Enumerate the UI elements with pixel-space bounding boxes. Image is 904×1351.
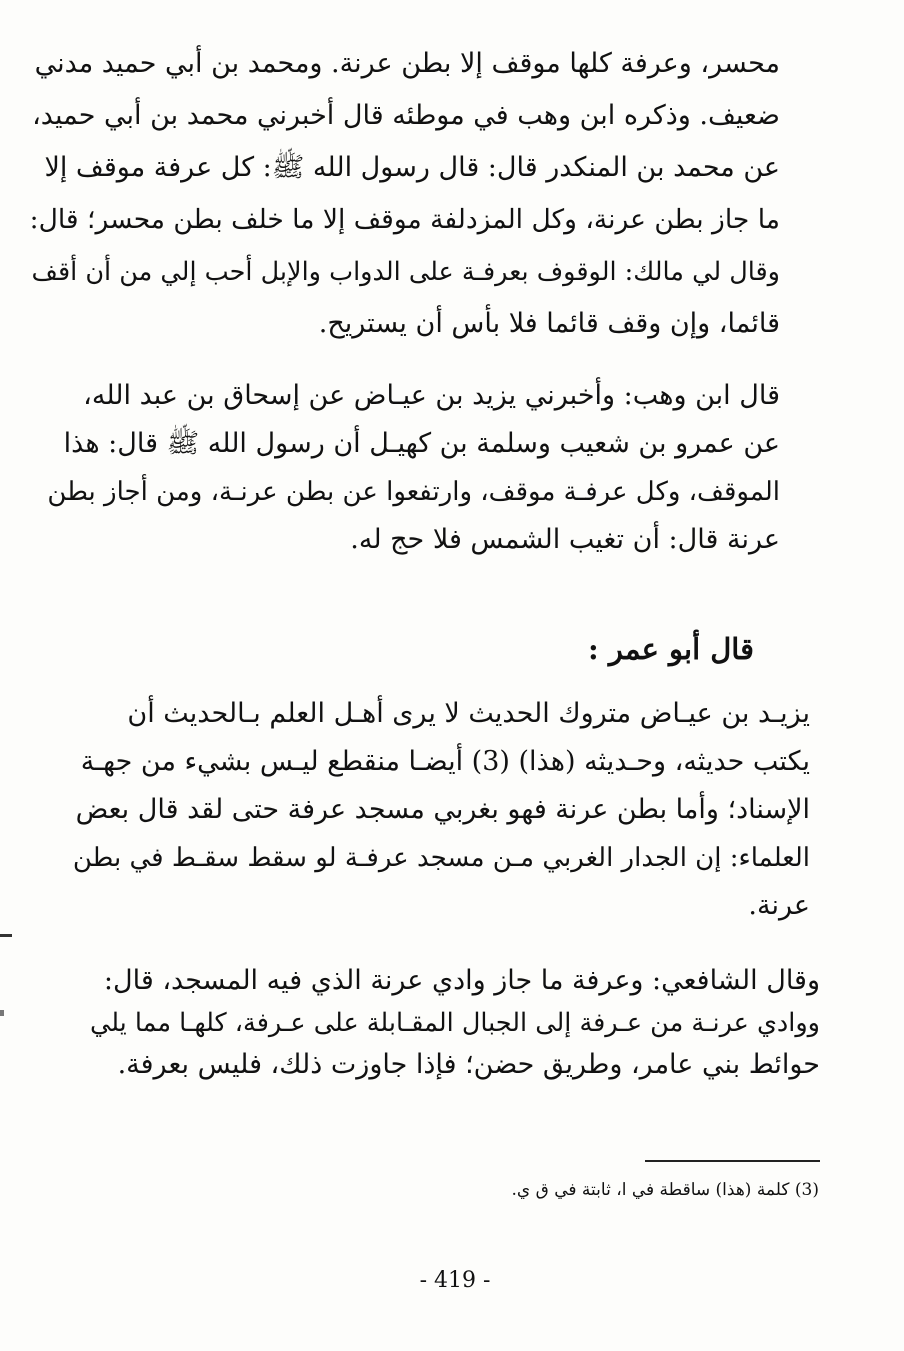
text-line: العلماء: إن الجدار الغربي مـن مسجد عرفـة لو سقط سقـط في بطن (72, 843, 810, 873)
text-line: عرنة. (748, 890, 810, 921)
text-line: يزيـد بن عيـاض متروك الحديث لا يرى أهـل العلم بـالحديث أن (127, 698, 810, 729)
text-line: عن عمرو بن شعيب وسلمة بن كهيـل أن رسول الله ﷺ قال: هذا (63, 428, 780, 459)
page-number: - 419 - (419, 1268, 491, 1293)
paragraph-1 (30, 38, 780, 350)
text-line: يكتب حديثه، وحـديثه (هذا) (3) أيضـا منقطع ليـس بشيء من جهـة (80, 746, 810, 777)
text-line: ما جاز بطن عرنة، وكل المزدلفة موقف إلا ما خلف بطن محسر؛ قال: (30, 204, 780, 235)
text-line: وقال لي مالك: الوقوف بعرفـة على الدواب والإبل أحب إلي من أن أقف (31, 257, 780, 287)
text-line: عن محمد بن المنكدر قال: قال رسول الله ﷺ: كل عرفة موقف إلا (44, 152, 780, 183)
paragraph-2 (40, 372, 780, 564)
text-line: قائما، وإن وقف قائما فلا بأس أن يستريح. (318, 308, 780, 339)
paragraph-3 (70, 690, 810, 930)
text-line: عرنة قال: أن تغيب الشمس فلا حج له. (350, 524, 780, 555)
scan-edge-mark (0, 1010, 4, 1016)
text-line: ضعيف. وذكره ابن وهب في موطئه قال أخبرني محمد بن أبي حميد، (32, 100, 780, 131)
scan-edge-mark (0, 934, 12, 937)
footnote: (3) كلمة (هذا) ساقطة في ا، ثابتة في ق ي. (511, 1180, 819, 1200)
text-line: محسر، وعرفة كلها موقف إلا بطن عرنة. ومحمد بن أبي حميد مدني (34, 48, 780, 79)
text-line: الموقف، وكل عرفـة موقف، وارتفعوا عن بطن عرنـة، ومن أجاز بطن (47, 477, 780, 507)
section-heading: قال أبو عمر : (588, 632, 754, 666)
paragraph-4 (80, 960, 820, 1086)
text-line: ووادي عرنـة من عـرفة إلى الجبال المقـابلة على عـرفة، كلهـا مما يلي (89, 1008, 820, 1038)
text-line: وقال الشافعي: وعرفة ما جاز وادي عرنة الذي فيه المسجد، قال: (103, 965, 820, 996)
text-line: حوائط بني عامر، وطريق حضن؛ فإذا جاوزت ذلك، فليس بعرفة. (117, 1049, 820, 1080)
text-line: الإسناد؛ وأما بطن عرنة فهو بغربي مسجد عرفة حتى لقد قال بعض (75, 794, 810, 825)
text-line: قال ابن وهب: وأخبرني يزيد بن عيـاض عن إسحاق بن عبد الله، (83, 380, 780, 411)
footnote-divider (645, 1160, 820, 1162)
